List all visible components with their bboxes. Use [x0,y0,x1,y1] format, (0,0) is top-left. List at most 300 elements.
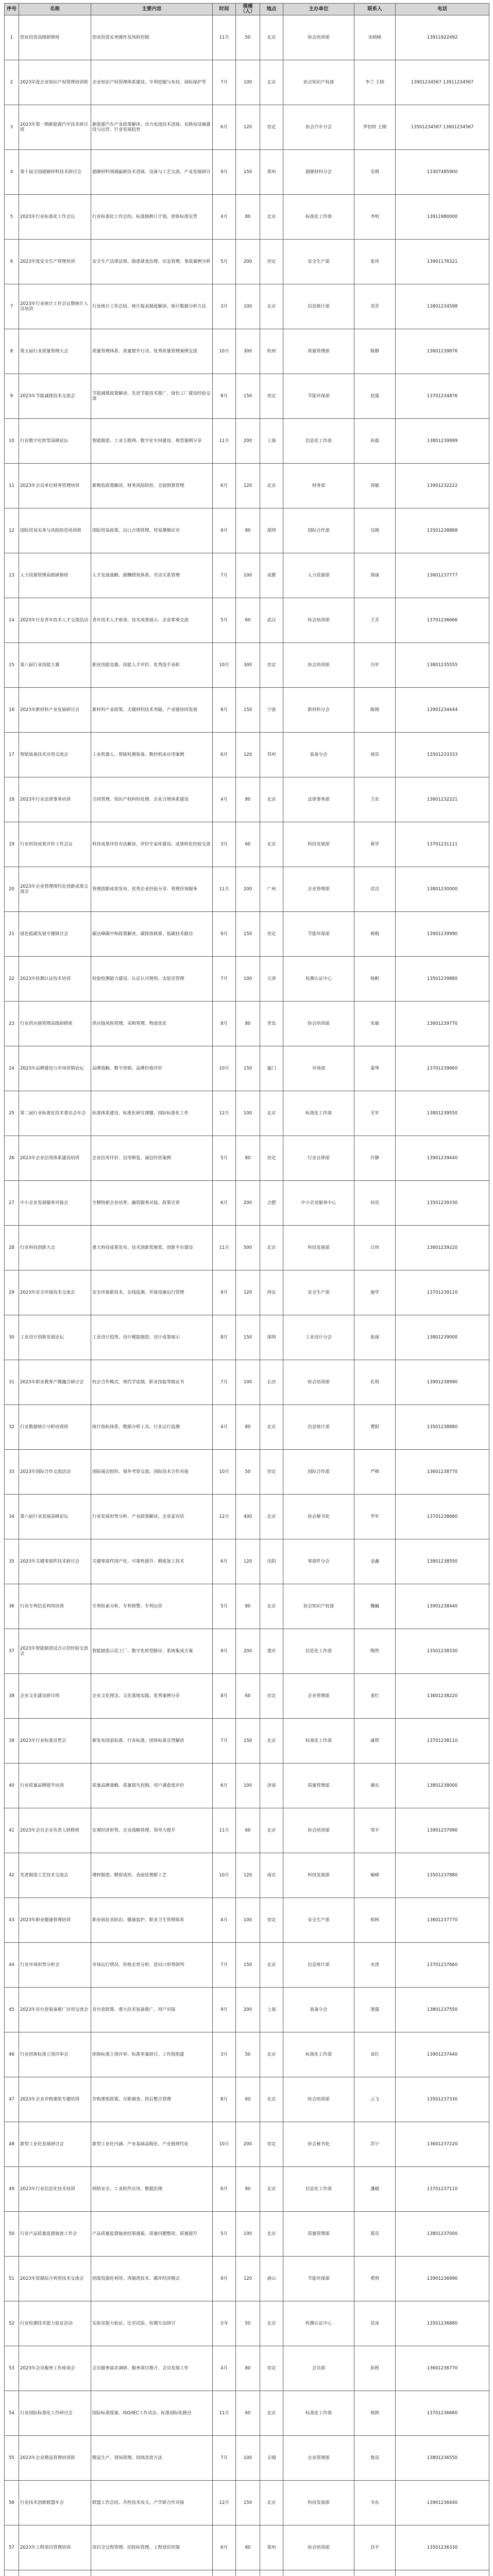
activity-contact: 何亮 [354,1181,396,1226]
row-number: 29 [5,1270,19,1315]
activity-content: 重大科技成果发布、技术创新奖颁奖、创新平台建设 [91,1226,213,1270]
activity-host: 信息化工作部 [283,1629,354,1674]
activity-phone: 13701238110 [396,1719,489,1764]
table-row [5,105,489,150]
table-row [5,509,489,553]
activity-content: 新材料产业政策、关键材料技术突破、产业链协同发展 [91,688,213,733]
activity-host: 市场部 [283,1046,354,1091]
row-number: 33 [5,1450,19,1495]
activity-name: 绿色低碳发展专题研讨会 [19,912,91,957]
activity-host: 科技发展部 [283,822,354,867]
activity-name: 第十届全国超硬材料技术研讨会 [19,150,91,195]
activity-phone: 13901238990 [396,1360,489,1405]
table-row [5,688,489,733]
activity-name: 行业科技成果评价工作会议 [19,822,91,867]
activity-contact: 李兰 王晓 [354,60,396,105]
activity-scale: 100 [236,284,260,329]
activity-contact: 韩梅 [354,912,396,957]
activity-scale: 80 [236,2526,260,2570]
activity-phone: 13601238770 [396,1450,489,1495]
table-row [5,1315,489,1360]
row-number: 17 [5,733,19,777]
activity-host: 标准化工作部 [283,195,354,240]
activity-contact: 严峰 [354,1450,396,1495]
activity-content: 工业设计趋势、设计赋能制造、设计成果展示 [91,1315,213,1360]
row-number: 25 [5,1091,19,1136]
activity-time: 7月 [213,957,236,1002]
activity-host: 协会秘书处 [283,2122,354,2167]
activity-contact: 吴倩 [354,150,396,195]
activity-host: 科技发展部 [283,1226,354,1270]
activity-name: 行业数字化转型高峰论坛 [19,419,91,464]
activity-time: 全年 [213,2301,236,2346]
activity-contact: 范冰 [354,2301,396,2346]
activity-scale: 300 [236,643,260,688]
activity-content: 工业机器人、智能检测装备、数控机床应用案例 [91,733,213,777]
activity-content: 并购重组政策、尽职调查、投后整合管理 [91,2077,213,2122]
activity-phone: 13701236666 [396,598,489,643]
activity-scale: 50 [236,2032,260,2077]
activity-host: 装备分会 [283,1988,354,2032]
row-number: 46 [5,2032,19,2077]
activity-place [260,2570,283,2576]
activity-phone: 13701231111 [396,822,489,867]
table-row [5,419,489,464]
activity-scale: 50 [236,2301,260,2346]
activity-place: 待定 [260,240,283,284]
activity-name: 国际贸易实务与风险防范培训班 [19,509,91,553]
row-number: 48 [5,2122,19,2167]
activity-contact: 陈静 [354,329,396,374]
table-row [5,1629,489,1674]
activity-time: 9月 [213,912,236,957]
table-row [5,1808,489,1853]
activity-phone: 13601238220 [396,1674,489,1719]
activity-content: 企业文化理念、文化落地实践、优秀案例分享 [91,1674,213,1719]
activity-host: 协会培训部 [283,598,354,643]
header-no: 序号 [5,4,19,15]
activity-name: 2023年职业健康管理培训 [19,1898,91,1943]
activity-host: 装备分会 [283,733,354,777]
activity-place: 待定 [260,1674,283,1719]
activity-phone: 13801235555 [396,643,489,688]
activity-host: 检测认证中心 [283,2301,354,2346]
activity-name: 企业文化建设研讨班 [19,1674,91,1719]
table-row [5,598,489,643]
activity-phone: 13701237110 [396,2167,489,2212]
activity-name: 2023年会员服务工作座谈会 [19,2346,91,2391]
activity-phone: 13601237770 [396,1898,489,1943]
activity-name: 2023年检测认证技术培训 [19,957,91,1002]
activity-time: 7月 [213,1360,236,1405]
activity-contact: 许静 [354,1136,396,1181]
activity-name: 2023年度企业知识产权管理培训班 [19,60,91,105]
activity-phone: 13911922492 [396,15,489,60]
activity-time [213,2570,236,2576]
activity-content: 供应链风险管理、采购管理、物流优化 [91,1002,213,1046]
activity-phone: 13701239110 [396,1270,489,1315]
activity-phone: 13901234444 [396,688,489,733]
activity-content: 青年技术人才座谈、技术成果展示、企业参观交流 [91,598,213,643]
activity-place: 北京 [260,1495,283,1539]
activity-content: 国际标准提案、ISO/IEC工作动态、标准国际化路径 [91,2391,213,2436]
activity-scale: 150 [236,1719,260,1764]
activity-place: 北京 [260,2032,283,2077]
activity-phone: 13901236440 [396,2481,489,2526]
activity-place: 唐山 [260,2257,283,2301]
activity-content: 质量品牌战略、质量损失控制、用户满意度评价 [91,1764,213,1808]
header-host: 主办单位 [283,4,354,15]
activity-time: 6月 [213,733,236,777]
row-number: 55 [5,2436,19,2481]
activity-place: 待定 [260,2346,283,2391]
activity-place: 北京 [260,284,283,329]
table-row [5,1988,489,2032]
activity-scale: 80 [236,1405,260,1450]
activity-scale: 150 [236,1943,260,1988]
activity-host: 协会培训部 [283,2526,354,2570]
activity-name: 行业市场形势分析会 [19,1943,91,1988]
row-number: 13 [5,553,19,598]
row-number: 9 [5,374,19,419]
activity-name: 2023年品牌建设与市场营销论坛 [19,1046,91,1091]
table-row [5,1091,489,1136]
activity-time: 3月 [213,822,236,867]
table-row [5,867,489,912]
table-row [5,1539,489,1584]
activity-contact: 蒋华 [354,822,396,867]
activity-contact: 陶然 [354,1629,396,1674]
activity-name: 行业产品质量监督抽查工作会 [19,2212,91,2257]
activity-place: 青岛 [260,1002,283,1046]
activity-scale: 120 [236,2257,260,2301]
header-scale: 规模（人） [236,4,260,15]
activity-time: 6月 [213,1764,236,1808]
row-number: 3 [5,105,19,150]
activity-time: 5月 [213,240,236,284]
activity-contact: 张丽 [354,1315,396,1360]
table-row [5,1898,489,1943]
activity-scale: 60 [236,1808,260,1853]
activity-name: 智能装备技术应用交流会 [19,733,91,777]
activity-place: 长沙 [260,1360,283,1405]
activity-contact: 吴刚 [354,509,396,553]
table-row [5,1719,489,1764]
row-number: 34 [5,1495,19,1539]
activity-host: 节能环保部 [283,912,354,957]
activity-contact: 卫东 [354,777,396,822]
activity-plan-table [4,3,489,2576]
activity-contact: 施华 [354,1270,396,1315]
activity-name: 行业检测技术能力验证活动 [19,2301,91,2346]
activity-host: 国际合作部 [283,509,354,553]
activity-place: 北京 [260,2301,283,2346]
activity-name: 2023年行业信息化技术培训 [19,2167,91,2212]
activity-phone [396,2570,489,2576]
activity-host: 质量管理部 [283,329,354,374]
activity-scale: 120 [236,733,260,777]
activity-scale: 500 [236,1226,260,1270]
row-number: 16 [5,688,19,733]
activity-scale: 100 [236,957,260,1002]
activity-time: 11月 [213,867,236,912]
activity-name: 2023年节能减排技术交流会 [19,374,91,419]
activity-name: 创业投资高级研修班 [19,15,91,60]
table-row [5,2436,489,2481]
activity-scale: 80 [236,509,260,553]
activity-place: 南京 [260,1853,283,1898]
activity-phone: 13901239990 [396,912,489,957]
activity-scale: 100 [236,60,260,105]
table-row [5,2167,489,2212]
activity-phone: 13801239999 [396,419,489,464]
activity-time: 4月 [213,195,236,240]
table-row [5,284,489,329]
plan-sheet [4,3,489,2576]
activity-content: 行业统计工作总结、统计报表制度解读、统计数据分析方法 [91,284,213,329]
table-row [5,329,489,374]
activity-place: 西安 [260,1270,283,1315]
activity-phone: 13501239330 [396,1181,489,1226]
activity-phone: 13501239880 [396,957,489,1002]
activity-phone: 13901234567 13911234567 [396,60,489,105]
activity-content: 质量管理体系、质量提升行动、优秀质量管理案例交流 [91,329,213,374]
activity-place: 深圳 [260,1315,283,1360]
activity-phone: 13501238880 [396,1405,489,1450]
activity-phone: 13901176321 [396,240,489,284]
activity-time: 7月 [213,553,236,598]
activity-place: 上海 [260,419,283,464]
activity-name: 行业供应链管理高级研修班 [19,1002,91,1046]
activity-phone: 13901239440 [396,1136,489,1181]
activity-host: 协会培训部 [283,2077,354,2122]
activity-host: 信息化工作部 [283,2167,354,2212]
activity-time: 10月 [213,2122,236,2167]
activity-host: 标准化工作部 [283,2391,354,2436]
activity-host: 标准化工作部 [283,1719,354,1764]
activity-content: 宏观经济形势、企业战略管理、领导力提升 [91,1808,213,1853]
activity-phone: 13601237777 [396,553,489,598]
activity-name: 行业团体标准立项评审会 [19,2032,91,2077]
activity-content: 超硬材料领域最新技术进展、设备与工艺交流、产业发展研讨 [91,150,213,195]
activity-host: 工业设计分会 [283,1315,354,1360]
table-row [5,1046,489,1091]
activity-content: 市场运行情况、价格走势分析、进出口形势研判 [91,1943,213,1988]
activity-scale: 60 [236,598,260,643]
activity-time: 10月 [213,643,236,688]
header-contact: 联系人 [354,4,396,15]
activity-content: 产品质量监督抽查结果通报、质量问题整改、质量提升 [91,2212,213,2257]
activity-scale [236,2570,260,2576]
activity-place: 北京 [260,2212,283,2257]
table-row [5,2391,489,2436]
activity-content: 新税收政策解读、财务风险防控、全面预算管理 [91,464,213,509]
activity-contact: 宋晓峰 [354,15,396,60]
row-number: 27 [5,1181,19,1226]
activity-content [91,2570,213,2576]
activity-scale: 50 [236,1450,260,1495]
table-row [5,464,489,509]
table-row [5,777,489,822]
activity-place: 北京 [260,1943,283,1988]
activity-host: 协会秘书处 [283,1495,354,1539]
activity-content: 智能制造、工业互联网、数字化车间建设、典型案例分享 [91,419,213,464]
activity-host: 协会培训部 [283,643,354,688]
activity-content: 新能源汽车产业政策解读、动力电池技术进展、充换电设施建设与运营、行业发展趋势 [91,105,213,150]
activity-content: 实验室能力验证、比对试验、检测方法研讨 [91,2301,213,2346]
activity-time: 11月 [213,15,236,60]
activity-name: 行业科技创新大会 [19,1226,91,1270]
activity-contact: 郎朗 [354,2391,396,2436]
activity-time: 5月 [213,2212,236,2257]
row-number: 47 [5,2077,19,2122]
activity-content: 管理创新成果发布、优秀企业经验分享、管理咨询服务 [91,867,213,912]
activity-phone: 13801230000 [396,867,489,912]
activity-content: 创业投资实务操作及风险控制 [91,15,213,60]
activity-name: 人力资源管理高级研修班 [19,553,91,598]
activity-host: 科技发展部 [283,1853,354,1898]
activity-phone: 13501238330 [396,1629,489,1674]
activity-scale: 120 [236,1539,260,1584]
activity-phone: 13901237990 [396,1808,489,1853]
activity-scale: 300 [236,329,260,374]
activity-place: 待定 [260,643,283,688]
activity-contact: 窦强 [354,1988,396,2032]
activity-scale: 80 [236,195,260,240]
activity-contact: 王芳 [354,598,396,643]
activity-contact [354,2570,396,2576]
activity-content: 新发布国家标准、行业标准、团体标准宣贯解读 [91,1719,213,1764]
table-row [5,1405,489,1450]
row-number: 36 [5,1584,19,1629]
activity-scale: 100 [236,2436,260,2481]
activity-content: 合同管理、知识产权纠纷处理、企业合规体系建设 [91,777,213,822]
row-number: 28 [5,1226,19,1270]
activity-phone: 13701239660 [396,1046,489,1091]
activity-name: 2023年企业精益管理培训班 [19,2436,91,2481]
activity-content: 专精特新企业培育、融资服务对接、政策宣讲 [91,1181,213,1226]
activity-content: 国际展会组织、境外考察交流、国际技术合作对接 [91,1450,213,1495]
activity-time: 11月 [213,1808,236,1853]
activity-phone: 13701238660 [396,1495,489,1539]
activity-content: 网络安全、工业软件应用、数据治理 [91,2167,213,2212]
table-row [5,1181,489,1226]
activity-phone: 13601239220 [396,1226,489,1270]
activity-time: 6月 [213,1539,236,1584]
row-number: 24 [5,1046,19,1091]
activity-place: 武汉 [260,598,283,643]
table-row [5,1495,489,1539]
activity-phone: 13501237880 [396,1853,489,1898]
table-row [5,1764,489,1808]
activity-phone: 13601237220 [396,2122,489,2167]
activity-scale: 400 [236,1495,260,1539]
activity-name: 行业技术创新联盟年会 [19,2481,91,2526]
activity-phone: 13701236660 [396,2391,489,2436]
row-number: 32 [5,1405,19,1450]
activity-content: 人才发展战略、薪酬绩效体系、劳动关系管理 [91,553,213,598]
activity-name: 2023年会员企业负责人研修班 [19,1808,91,1853]
activity-content: 标准体系建设、标准化研究课题、国际标准化工作 [91,1091,213,1136]
table-body [5,15,489,2576]
activity-place: 待定 [260,912,283,957]
activity-name: 行业专利信息利用培训 [19,1584,91,1629]
activity-scale: 120 [236,1270,260,1315]
row-number: 19 [5,822,19,867]
activity-time: 6月 [213,464,236,509]
activity-host: 国际合作部 [283,1450,354,1495]
row-number: 44 [5,1943,19,1988]
activity-contact: 周敏 [354,464,396,509]
row-number: 1 [5,15,19,60]
activity-content: 行业发展形势分析、产业政策解读、企业家对话 [91,1495,213,1539]
activity-host: 企业管理部 [283,867,354,912]
activity-host: 信息统计部 [283,1943,354,1988]
activity-place: 北京 [260,15,283,60]
table-header-row [5,4,489,15]
table-row [5,553,489,598]
activity-scale: 200 [236,1629,260,1674]
activity-phone: 13501237330 [396,2077,489,2122]
activity-time: 8月 [213,2077,236,2122]
activity-contact: 郑丽 [354,553,396,598]
activity-phone: 13901238440 [396,1584,489,1629]
activity-contact: 鲁迅 [354,2436,396,2481]
activity-time: 9月 [213,2257,236,2301]
activity-contact: 吕伟 [354,1226,396,1270]
row-number: 4 [5,150,19,195]
table-row [5,2346,489,2391]
activity-contact: 秦琴 [354,1046,396,1091]
row-number: 2 [5,60,19,105]
activity-content: 关键零部件国产化、可靠性提升、精密加工技术 [91,1539,213,1584]
activity-scale: 50 [236,15,260,60]
activity-place: 沈阳 [260,1539,283,1584]
activity-content: 企业信用评价、信用修复、诚信经营案例 [91,1136,213,1181]
activity-contact: 韦东 [354,2481,396,2526]
table-row [5,2212,489,2257]
activity-scale: 150 [236,912,260,957]
activity-place: 待定 [260,2122,283,2167]
table-row [5,912,489,957]
activity-place: 天津 [260,957,283,1002]
activity-name: 2023年第一期新能源汽车技术研讨班 [19,105,91,150]
activity-contact: 陈刚 [354,688,396,733]
activity-scale: 200 [236,419,260,464]
table-row [5,1584,489,1629]
row-number: 22 [5,957,19,1002]
activity-time: 10月 [213,1450,236,1495]
activity-host: 行业自律部 [283,1136,354,1181]
activity-scale: 200 [236,2122,260,2167]
activity-name: 先进制造工艺技术交流会 [19,1853,91,1898]
row-number: 56 [5,2481,19,2526]
activity-host: 法律事务部 [283,777,354,822]
activity-contact: 戚明 [354,1719,396,1764]
activity-place: 北京 [260,777,283,822]
activity-scale: 200 [236,1988,260,2032]
activity-scale: 100 [236,2212,260,2257]
row-number: 21 [5,912,19,957]
activity-name: 2023年行业青年技术人才交流活动 [19,598,91,643]
table-row [5,1853,489,1898]
row-number: 40 [5,1764,19,1808]
activity-name: 2023年行业法律事务培训 [19,777,91,822]
activity-host: 信息统计部 [283,284,354,329]
activity-content: 固废资源化利用、再制造技术、循环经济模式 [91,2257,213,2301]
activity-time: 12月 [213,2481,236,2526]
activity-scale: 60 [236,2391,260,2436]
